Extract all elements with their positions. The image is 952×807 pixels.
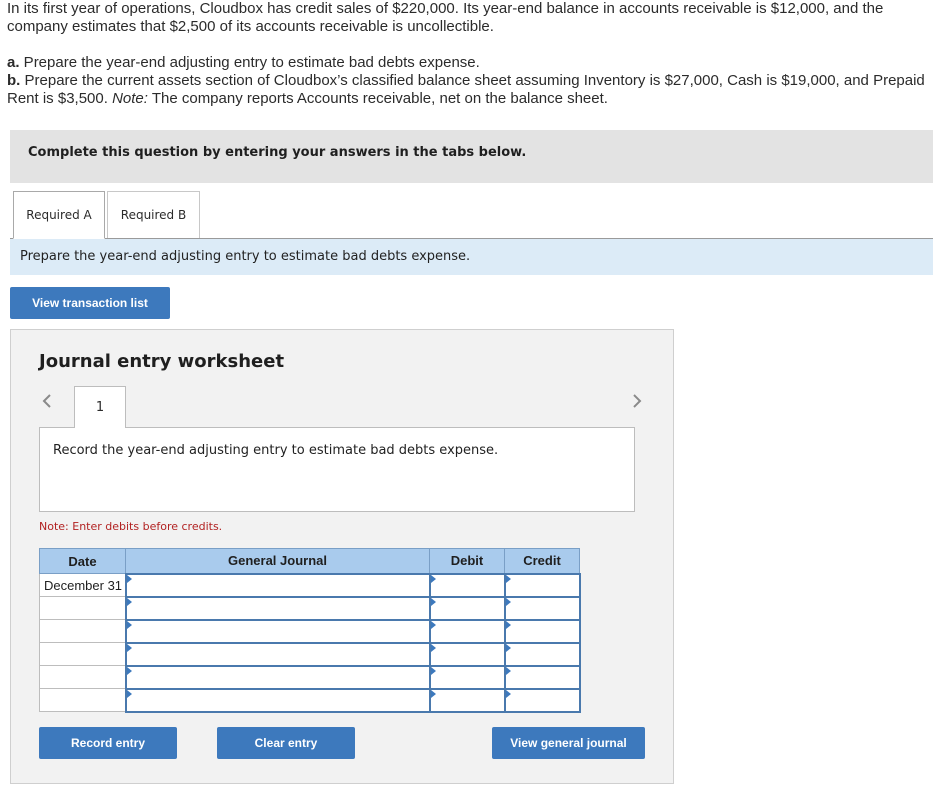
debit-input[interactable] [431,598,504,619]
date-cell [40,666,126,689]
journal-table [39,548,581,713]
debit-input[interactable] [431,575,504,596]
col-date-header: Date [40,549,126,574]
date-cell: December 31 [40,574,126,597]
debits-note: Note: Enter debits before credits. [39,520,223,533]
account-input[interactable] [127,575,429,596]
date-cell [40,689,126,712]
part-b [7,72,937,108]
instruction-bar: Complete this question by entering your answers in the tabs below. [10,130,933,183]
part-b-text: Prepare the current assets section of Cloudbox’s classified balance sheet assuming Inventory is $27,000, Cash is $19,000, and Prepaid Rent is $3,500. [7,72,925,107]
date-cell [40,620,126,643]
table-row [40,620,580,643]
account-input[interactable] [127,621,429,642]
worksheet-title: Journal entry worksheet [39,351,285,372]
table-row [40,643,580,666]
col-debit-header: Debit [430,549,505,574]
chevron-right-icon[interactable] [628,392,646,410]
tab-required-a[interactable]: Required A [13,191,105,239]
account-input[interactable] [127,667,429,688]
clear-entry-button[interactable]: Clear entry [217,727,355,759]
credit-input[interactable] [506,598,579,619]
record-entry-button[interactable]: Record entry [39,727,177,759]
part-a-text: Prepare the year-end adjusting entry to estimate bad debts expense. [19,54,480,71]
part-b-note-text: The company reports Accounts receivable, net on the balance sheet. [147,90,608,107]
tab-prompt: Prepare the year-end adjusting entry to estimate bad debts expense. [10,239,933,275]
entry-page-tab[interactable]: 1 [74,386,126,428]
account-input[interactable] [127,690,429,711]
table-row [40,597,580,620]
part-b-note-label: Note: [112,90,148,107]
journal-header-row [40,549,580,574]
problem-statement [7,0,937,108]
chevron-left-icon[interactable] [38,392,56,410]
debit-input[interactable] [431,621,504,642]
date-cell [40,597,126,620]
credit-input[interactable] [506,667,579,688]
table-row [40,574,580,597]
account-input[interactable] [127,598,429,619]
debit-input[interactable] [431,690,504,711]
problem-intro: In its first year of operations, Cloudbox has credit sales of $220,000. Its year-end balance in accounts receivable is $12,000, and the company estimates that $2,500 of its accounts receivable is uncollectible. [7,0,884,35]
debit-input[interactable] [431,667,504,688]
view-transaction-list-button[interactable]: View transaction list [10,287,170,319]
col-general-journal-header: General Journal [126,549,430,574]
col-credit-header: Credit [505,549,580,574]
journal-entry-worksheet [10,329,674,784]
answer-tabs [10,191,933,239]
tab-required-b[interactable]: Required B [107,191,200,238]
credit-input[interactable] [506,621,579,642]
credit-input[interactable] [506,575,579,596]
account-input[interactable] [127,644,429,665]
credit-input[interactable] [506,644,579,665]
entry-description: Record the year-end adjusting entry to estimate bad debts expense. [39,427,635,512]
part-a-label: a. [7,54,20,71]
table-row [40,689,580,712]
debit-input[interactable] [431,644,504,665]
date-cell [40,643,126,666]
part-b-label: b. [7,72,21,89]
part-a [7,54,937,72]
view-general-journal-button[interactable]: View general journal [492,727,645,759]
table-row [40,666,580,689]
credit-input[interactable] [506,690,579,711]
